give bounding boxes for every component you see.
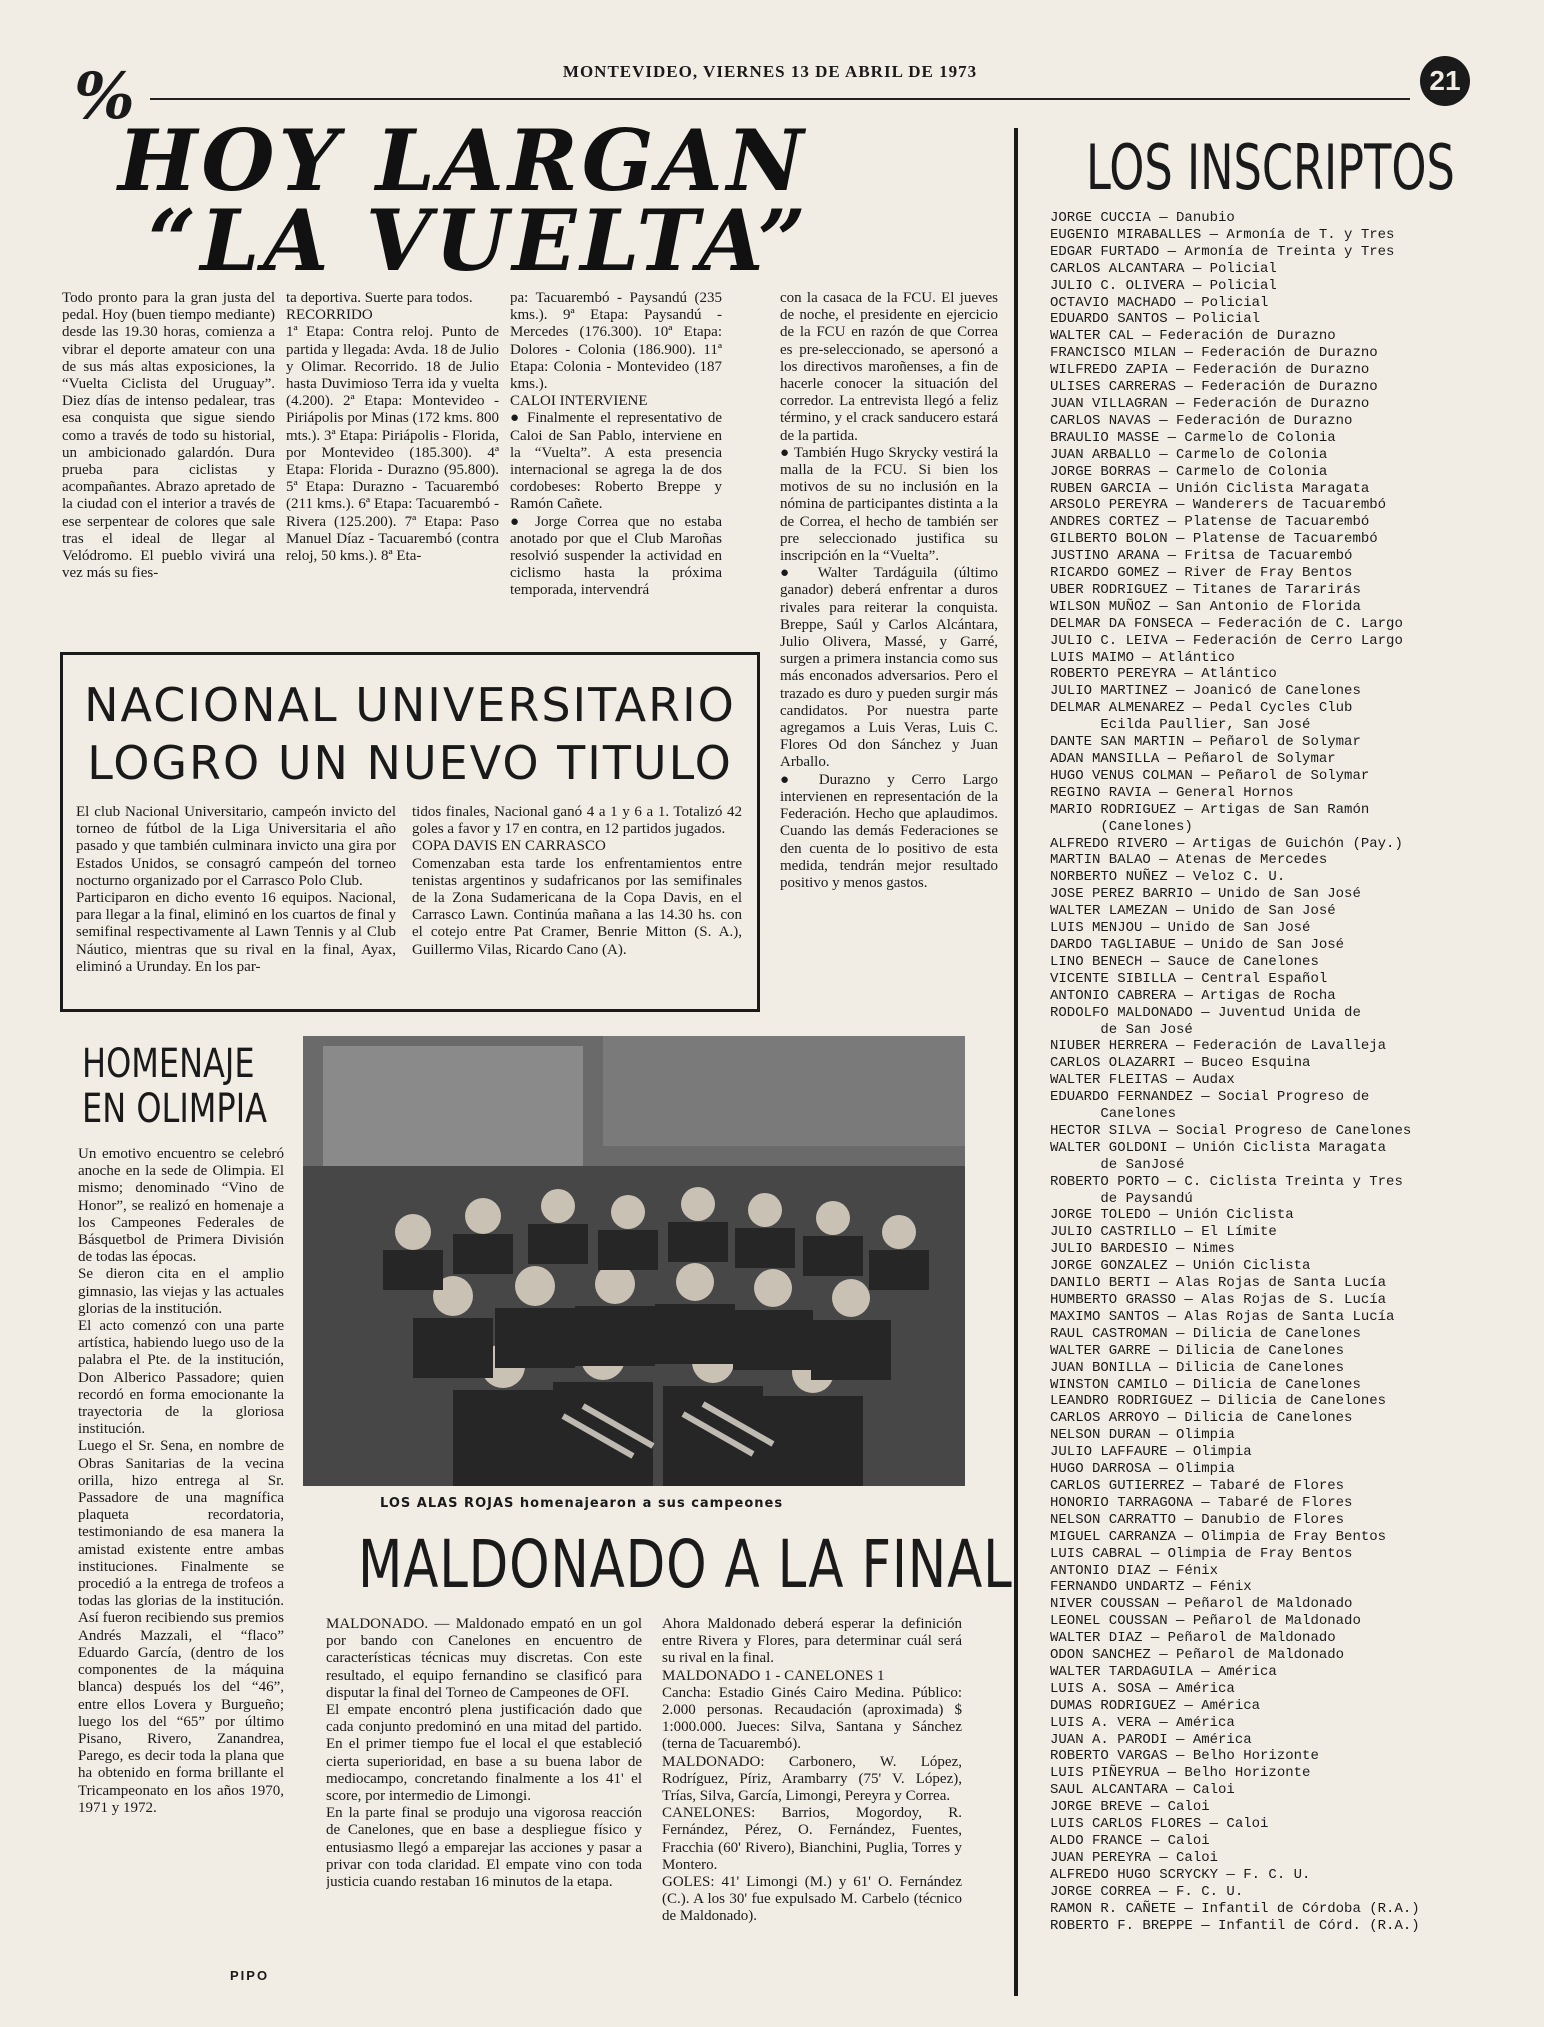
homenaje-title-line-1: HOMENAJE (82, 1041, 255, 1087)
inscripto-entry: RUBEN GARCIA — Unión Ciclista Maragata (1050, 480, 1370, 497)
inscripto-entry: JUAN PEREYRA — Caloi (1050, 1849, 1219, 1866)
vuelta-col-2: ta deportiva. Suerte para todos. RECORRIDO 1ª Etapa: Contra reloj. Punto de partida y llegada: Avda. 18 de Julio y Olimar. Recorrido. 18 de Julio hasta Duvimioso Terra ida y vuelta (4.200). 2ª Etapa: Montevideo - Piriápolis por Minas (172 kms. 800 mts.). 3ª Etapa: Piriápolis - Florida, por Montevideo (185.300). 4ª Etapa: Florida - Durazno (95.800). 5ª Etapa: Durazno - Tacuarembó (211 kms.). 6ª Etapa: Tacuarembó - Rivera (125.200). 7ª Etapa: Paso Manuel Díaz - Tacuarembó (contra reloj, 50 kms.). 8ª Eta- (286, 290, 499, 565)
photo-caption: LOS ALAS ROJAS homenajearon a sus campeones (380, 1496, 784, 1511)
inscripto-entry: WALTER TARDAGUILA — América (1050, 1663, 1277, 1680)
inscripto-entry: JOSE PEREZ BARRIO — Unido de San José (1050, 886, 1361, 903)
inscripto-entry: NIVER COUSSAN — Peñarol de Maldonado (1050, 1596, 1353, 1613)
inscripto-entry: ROBERTO VARGAS — Belho Horizonte (1050, 1748, 1319, 1765)
inscripto-entry: FERNANDO UNDARTZ — Fénix (1050, 1579, 1252, 1596)
homenaje-body: Un emotivo encuentro se celebró anoche en la sede de Olimpia. El mismo; denominado “Vino de Honor”, se realizó en homenaje a los Campeones Federales de Básquetbol de Primera División de todas las épocas. Se dieron cita en el amplio gimnasio, las viejas y las actuales glorias de la institución. El acto comenzó con una parte artística, habiendo luego uso de la palabra el Pte. de la institución, Don Alberico Passadore; quien recordó en forma emocionante la trayectoria de la gloriosa institución. Luego el Sr. Sena, en nombre de Obras Sanitarias de la vecina orilla, hizo entrega al Sr. Passadore de una magnífica plaqueta recordatoria, testimoniando de esa manera la amistad existente entre ambas instituciones. Finalmente se procedió a la entrega de trofeos a todas las glorias de la institución. Así fueron recibiendo sus premios Andrés Mazzali, el “flaco” Eduardo García, (dentro de los componentes de la máquina blanca) después los del “46”, entre ellos Lovera y Burgueño; luego los del “65” por último Pisano, Rivero, Zanandrea, Parego, es decir toda la plana que ha obtenido en forma brillante el Tricampeonato en los años 1970, 1971 y 1972. (78, 1146, 284, 1816)
maldonado-col-2: Ahora Maldonado deberá esperar la definición entre Rivera y Flores, para determinar cuál será su rival en la final. MALDONADO 1 - CANELONES 1 Cancha: Estadio Ginés Cairo Medina. Público: 2.000 personas. Recaudación (aproximada) $ 1:000.000. Jueces: Silva, Santana y Sánchez (terna de Tacuarembó). MALDONADO: Carbonero, W. López, Rodríguez, Píriz, Arambarry (75' V. López), Trías, Silva, García, Limongi, Pereyra y Correa. CANELONES: Barrios, Mogordoy, R. Fernández, Pérez, O. Fernández, Fuentes, Fracchia (60' Rivero), Bianchini, Puglia, Torres y Montero. GOLES: 41' Limongi (M.) y 61' O. Fernández (C.). A los 30' fue expulsado M. Carbelo (técnico de Maldonado). (662, 1616, 962, 1925)
inscripto-entry: CARLOS ARROYO — Dilicia de Canelones (1050, 1410, 1353, 1427)
inscripto-entry: CARLOS ALCANTARA — Policial (1050, 260, 1277, 277)
team-photo-image (303, 1036, 965, 1486)
inscripto-entry: WALTER GOLDONI — Unión Ciclista Maragata (1050, 1139, 1387, 1156)
inscripto-entry: RAMON R. CAÑETE — Infantil de Córdoba (R.A.) (1050, 1900, 1420, 1917)
inscripto-entry: UBER RODRIGUEZ — Titanes de Tararirás (1050, 581, 1361, 598)
inscripto-entry: ANTONIO CABRERA — Artigas de Rocha (1050, 987, 1336, 1004)
inscriptos-title: LOS INSCRIPTOS (1086, 131, 1455, 204)
inscripto-entry: JULIO BARDESIO — Nimes (1050, 1241, 1235, 1258)
inscripto-entry: EDGAR FURTADO — Armonía de Treinta y Tres (1050, 243, 1395, 260)
inscripto-entry: MARTIN BALAO — Atenas de Mercedes (1050, 852, 1328, 869)
inscripto-entry: ADAN MANSILLA — Peñarol de Solymar (1050, 751, 1336, 767)
homenaje-title-line-2: EN OLIMPIA (82, 1086, 268, 1132)
inscripto-entry: ANTONIO DIAZ — Fénix (1050, 1562, 1219, 1579)
inscripto-entry: JUAN BONILLA — Dilicia de Canelones (1050, 1359, 1345, 1376)
inscripto-entry: JORGE TOLEDO — Unión Ciclista (1050, 1207, 1294, 1224)
inscriptos-list (1050, 210, 1480, 2000)
inscripto-entry: HUGO VENUS COLMAN — Peñarol de Solymar (1050, 767, 1370, 784)
inscripto-entry: DUMAS RODRIGUEZ — América (1050, 1697, 1261, 1714)
homenaje-title (82, 1042, 274, 1132)
inscripto-entry: JORGE CUCCIA — Danubio (1050, 210, 1235, 226)
page-number: 21 (1420, 56, 1470, 106)
inscripto-entry: LUIS CARLOS FLORES — Caloi (1050, 1816, 1269, 1833)
inscripto-entry: RODOLFO MALDONADO — Juventud Unida de (1050, 1004, 1361, 1021)
inscripto-entry: ROBERTO F. BREPPE — Infantil de Córd. (R.A.) (1050, 1917, 1420, 1934)
inscripto-entry: BRAULIO MASSE — Carmelo de Colonia (1050, 429, 1336, 446)
inscripto-entry: de Paysandú (1050, 1190, 1193, 1207)
masthead-rule (150, 98, 1410, 100)
inscripto-entry: LUIS MAIMO — Atlántico (1050, 649, 1235, 666)
inscripto-entry: JUSTINO ARANA — Fritsa de Tacuarembó (1050, 548, 1353, 565)
inscripto-entry: MAXIMO SANTOS — Alas Rojas de Santa Lucía (1050, 1308, 1395, 1325)
inscripto-entry: RICARDO GOMEZ — River de Fray Bentos (1050, 565, 1353, 582)
vuelta-headline-2: “LA VUELTA” (148, 191, 810, 290)
inscripto-entry: WILSON MUÑOZ — San Antonio de Florida (1050, 598, 1361, 615)
vuelta-col-3: pa: Tacuarembó - Paysandú (235 kms.). 9ª Etapa: Paysandú - Mercedes (176.300). 10ª Etapa: Dolores - Colonia (186.900). 11ª Etapa: Colonia - Montevideo (187 kms.). CALOI INTERVIENE ● Finalmente el representativo de Caloi de San Pablo, interviene en la “Vuelta”. A esta presencia internacional se agrega la de dos cordobeses: Roberto Breppe y Ramón Cañete. ● Jorge Correa que no estaba anotado por que el Club Maroñas resolvió suspender la actividad en ciclismo hasta la próxima temporada, intervendrá (510, 290, 722, 599)
team-photo (303, 1036, 965, 1486)
nacional-col-1: El club Nacional Universitario, campeón invicto del torneo de fútbol de la Liga Universitaria el año pasado y que también culminara invicto una gira por Estados Unidos, se consagró campeón del torneo nocturno organizado por el Carrasco Polo Club. Participaron en dicho evento 16 equipos. Nacional, para llegar a la final, eliminó en los cuartos de final y semifinal respectivamente al Lawn Tennis y al Club Náutico, mientras que su rival en la final, Ayax, eliminó a Urunday. En los par- (76, 804, 396, 975)
inscripto-entry: HONORIO TARRAGONA — Tabaré de Flores (1050, 1494, 1353, 1511)
inscripto-entry: HUGO DARROSA — Olimpia (1050, 1461, 1235, 1478)
inscripto-entry: REGINO RAVIA — General Hornos (1050, 784, 1294, 801)
nacional-title-line-2: LOGRO UN NUEVO TITULO (87, 736, 733, 790)
inscripto-entry: ALDO FRANCE — Caloi (1050, 1833, 1210, 1849)
newspaper-logo: % (74, 59, 135, 134)
inscripto-entry: DANTE SAN MARTIN — Peñarol de Solymar (1050, 734, 1361, 751)
inscripto-entry: JUAN A. PARODI — América (1050, 1731, 1252, 1748)
inscripto-entry: EDUARDO FERNANDEZ — Social Progreso de (1050, 1089, 1370, 1106)
inscripto-entry: WALTER FLEITAS — Audax (1050, 1072, 1235, 1089)
inscripto-entry: LUIS A. SOSA — América (1050, 1680, 1235, 1697)
inscripto-entry: NELSON CARRATTO — Danubio de Flores (1050, 1511, 1345, 1528)
nacional-title-line-1: NACIONAL UNIVERSITARIO (84, 678, 736, 732)
inscripto-entry: JUAN VILLAGRAN — Federación de Durazno (1050, 395, 1370, 412)
homenaje-signature: PIPO (230, 1968, 270, 1983)
inscripto-entry: LUIS PIÑEYRUA — Belho Horizonte (1050, 1765, 1311, 1782)
inscripto-entry: VICENTE SIBILLA — Central Español (1050, 970, 1328, 987)
inscripto-entry: WALTER DIAZ — Peñarol de Maldonado (1050, 1630, 1336, 1647)
inscripto-entry: JULIO MARTINEZ — Joanicó de Canelones (1050, 683, 1361, 700)
inscripto-entry: SAUL ALCANTARA — Caloi (1050, 1782, 1235, 1799)
inscripto-entry: JULIO LAFFAURE — Olimpia (1050, 1444, 1252, 1461)
inscripto-entry: JORGE CORREA — F. C. U. (1050, 1883, 1244, 1900)
inscripto-entry: JORGE BORRAS — Carmelo de Colonia (1050, 463, 1328, 480)
inscripto-entry: de San José (1050, 1021, 1193, 1038)
maldonado-title: MALDONADO A LA FINAL (358, 1526, 1013, 1603)
inscripto-entry: WALTER CAL — Federación de Durazno (1050, 328, 1336, 345)
inscripto-entry: de SanJosé (1050, 1156, 1185, 1173)
inscripto-entry: DELMAR DA FONSECA — Federación de C. Largo (1050, 615, 1403, 632)
inscripto-entry: LEONEL COUSSAN — Peñarol de Maldonado (1050, 1613, 1361, 1630)
inscripto-entry: ALFREDO HUGO SCRYCKY — F. C. U. (1050, 1866, 1311, 1883)
inscripto-entry: Canelones (1050, 1106, 1177, 1123)
inscripto-entry: WILFREDO ZAPIA — Federación de Durazno (1050, 362, 1370, 379)
vuelta-headline-1: HOY LARGAN (118, 111, 808, 210)
inscripto-entry: Ecilda Paullier, San José (1050, 717, 1311, 734)
inscripto-entry: CARLOS NAVAS — Federación de Durazno (1050, 412, 1353, 429)
inscripto-entry: JULIO C. OLIVERA — Policial (1050, 277, 1277, 294)
inscripto-entry: CARLOS GUTIERREZ — Tabaré de Flores (1050, 1477, 1345, 1494)
inscripto-entry: JULIO C. LEIVA — Federación de Cerro Largo (1050, 632, 1403, 649)
nacional-title (80, 676, 740, 796)
inscripto-entry: EDUARDO SANTOS — Policial (1050, 311, 1261, 328)
column-divider (1014, 128, 1018, 1996)
maldonado-col-1: MALDONADO. — Maldonado empató en un gol por bando con Canelones en encuentro de características técnicas muy discretas. Con este resultado, el equipo fernandino se clasificó para disputar la final del Torneo de Campeones de OFI. El empate encontró plena justificación dado que cada conjunto predominó en una mitad del partido. En el primer tiempo fue el local el que estableció cierta superioridad, en base a su buena labor de mediocampo, concretando finalmente a los 41' el score, por intermedio de Limongi. En la parte final se produjo una vigorosa reacción de Canelones, que en base a despliegue físico y entusiasmo llegó a emparejar las acciones y pasar a privar con toda claridad. El empate vino con toda justicia cuando restaban 16 minutos de la etapa. (326, 1616, 642, 1891)
inscripto-entry: ULISES CARRERAS — Federación de Durazno (1050, 379, 1378, 396)
inscripto-entry: MARIO RODRIGUEZ — Artigas de San Ramón (1050, 801, 1370, 818)
inscripto-entry: DARDO TAGLIABUE — Unido de San José (1050, 936, 1345, 953)
inscripto-entry: JORGE BREVE — Caloi (1050, 1799, 1210, 1816)
inscripto-entry: JUAN ARBALLO — Carmelo de Colonia (1050, 446, 1328, 463)
inscripto-entry: MIGUEL CARRANZA — Olimpia de Fray Bentos (1050, 1528, 1387, 1545)
inscripto-entry: LUIS A. VERA — América (1050, 1714, 1235, 1731)
inscripto-entry: NIUBER HERRERA — Federación de Lavalleja (1050, 1038, 1387, 1055)
inscripto-entry: CARLOS OLAZARRI — Buceo Esquina (1050, 1055, 1311, 1072)
inscripto-entry: GILBERTO BOLON — Platense de Tacuarembó (1050, 531, 1378, 548)
inscripto-entry: DANILO BERTI — Alas Rojas de Santa Lucía (1050, 1275, 1387, 1292)
inscripto-entry: EUGENIO MIRABALLES — Armonía de T. y Tres (1050, 226, 1395, 243)
inscripto-entry: HUMBERTO GRASSO — Alas Rojas de S. Lucía (1050, 1292, 1387, 1308)
inscripto-entry: LUIS MENJOU — Unido de San José (1050, 920, 1311, 937)
inscripto-entry: LEANDRO RODRIGUEZ — Dilicia de Canelones (1050, 1393, 1387, 1410)
inscripto-entry: ALFREDO RIVERO — Artigas de Guichón (Pay.) (1050, 835, 1403, 852)
inscripto-entry: LINO BENECH — Sauce de Canelones (1050, 953, 1319, 970)
inscripto-entry: FRANCISCO MILAN — Federación de Durazno (1050, 345, 1378, 362)
inscripto-entry: LUIS CABRAL — Olimpia de Fray Bentos (1050, 1545, 1353, 1562)
inscripto-entry: OCTAVIO MACHADO — Policial (1050, 294, 1269, 311)
inscripto-entry: WALTER LAMEZAN — Unido de San José (1050, 903, 1336, 920)
inscripto-entry: ANDRES CORTEZ — Platense de Tacuarembó (1050, 514, 1370, 531)
inscripto-entry: HECTOR SILVA — Social Progreso de Canelones (1050, 1122, 1412, 1139)
inscripto-entry: (Canelones) (1050, 818, 1193, 835)
vuelta-col-4: con la casaca de la FCU. El jueves de noche, el presidente en ejercicio de la FCU en razón de que Correa es pre-seleccionado, se apersonó a los directivos maroñenses, a fin de hacerle conocer la situación del corredor. La entrevista llegó a feliz término, y el crack sanducero estará de la partida. ● También Hugo Skrycky vestirá la malla de la FCU. Si bien los motivos de su no inclusión en la nómina de participantes distinta a la de Correa, el hecho de también ser pre seleccionado justifica su inscripción en la “Vuelta”. ● Walter Tardáguila (último ganador) deberá enfrentar a duros rivales para reiterar la conquista. Breppe, Saúl y Carlos Alcántara, Julio Olivera, Massé, y Garré, surgen a primera instancia como sus más enconados adversarios. Pero el trazado es duro y pueden surgir más candidatos. Por nuestra parte agregamos a Luis Veras, Luis C. Flores Od don Sánchez y Juan Arballo. ● Durazno y Cerro Largo intervienen en representación de la Federación. Hecho que aplaudimos. Cuando las demás Federaciones se den cuenta de lo positivo de esta medida, tendrán mejor resultado positivo y menos gastos. (780, 290, 998, 891)
inscripto-entry: JULIO CASTRILLO — El Límite (1050, 1224, 1277, 1241)
nacional-col-2: tidos finales, Nacional ganó 4 a 1 y 6 a 1. Totalizó 42 goles a favor y 17 en contra, en 12 partidos jugados. COPA DAVIS EN CARRASCO Comenzaban esta tarde los enfrentamientos entre tenistas argentinos y sudafricanos por las semifinales de la Zona Sudamericana de la Copa Davis, en el Carrasco Lawn. Continúa mañana a las 14.30 hs. con el cotejo entre Pat Cramer, Benrie Mitton (S. A.), Guillermo Vilas, Ricardo Cano (A). (412, 804, 742, 958)
inscripto-entry: NORBERTO NUÑEZ — Veloz C. U. (1050, 869, 1286, 886)
inscripto-entry: ROBERTO PORTO — C. Ciclista Treinta y Tres (1050, 1173, 1403, 1190)
inscripto-entry: DELMAR ALMENAREZ — Pedal Cycles Club (1050, 700, 1353, 717)
inscripto-entry: ODON SANCHEZ — Peñarol de Maldonado (1050, 1647, 1345, 1664)
dateline: MONTEVIDEO, VIERNES 13 DE ABRIL DE 1973 (562, 62, 978, 81)
inscripto-entry: NELSON DURAN — Olimpia (1050, 1427, 1235, 1444)
inscripto-entry: JORGE GONZALEZ — Unión Ciclista (1050, 1258, 1311, 1275)
inscripto-entry: WALTER GARRE — Dilicia de Canelones (1050, 1342, 1345, 1359)
inscripto-entry: ARSOLO PEREYRA — Wanderers de Tacuarembó (1050, 497, 1387, 514)
inscripto-entry: WINSTON CAMILO — Dilicia de Canelones (1050, 1376, 1361, 1393)
vuelta-col-1: Todo pronto para la gran justa del pedal. Hoy (buen tiempo mediante) desde las 19.30 horas, comienza a vibrar el deporte amateur con una de sus más altas exposiciones, la “Vuelta Ciclista del Uruguay”. Diez días de intenso pedalear, tras esa conquista que sigue siendo como a través de todo su historial, un ambicionado galardón. Dura prueba para ciclistas y acompañantes. Abrazo apretado de la ciudad con el interior a través de ese serpentear de colores que sale tras el ideal de llegar al Velódromo. El pueblo vivirá una vez más su fies- (62, 290, 275, 582)
inscripto-entry: RAUL CASTROMAN — Dilicia de Canelones (1050, 1325, 1361, 1342)
inscripto-entry: ROBERTO PEREYRA — Atlántico (1050, 666, 1277, 683)
